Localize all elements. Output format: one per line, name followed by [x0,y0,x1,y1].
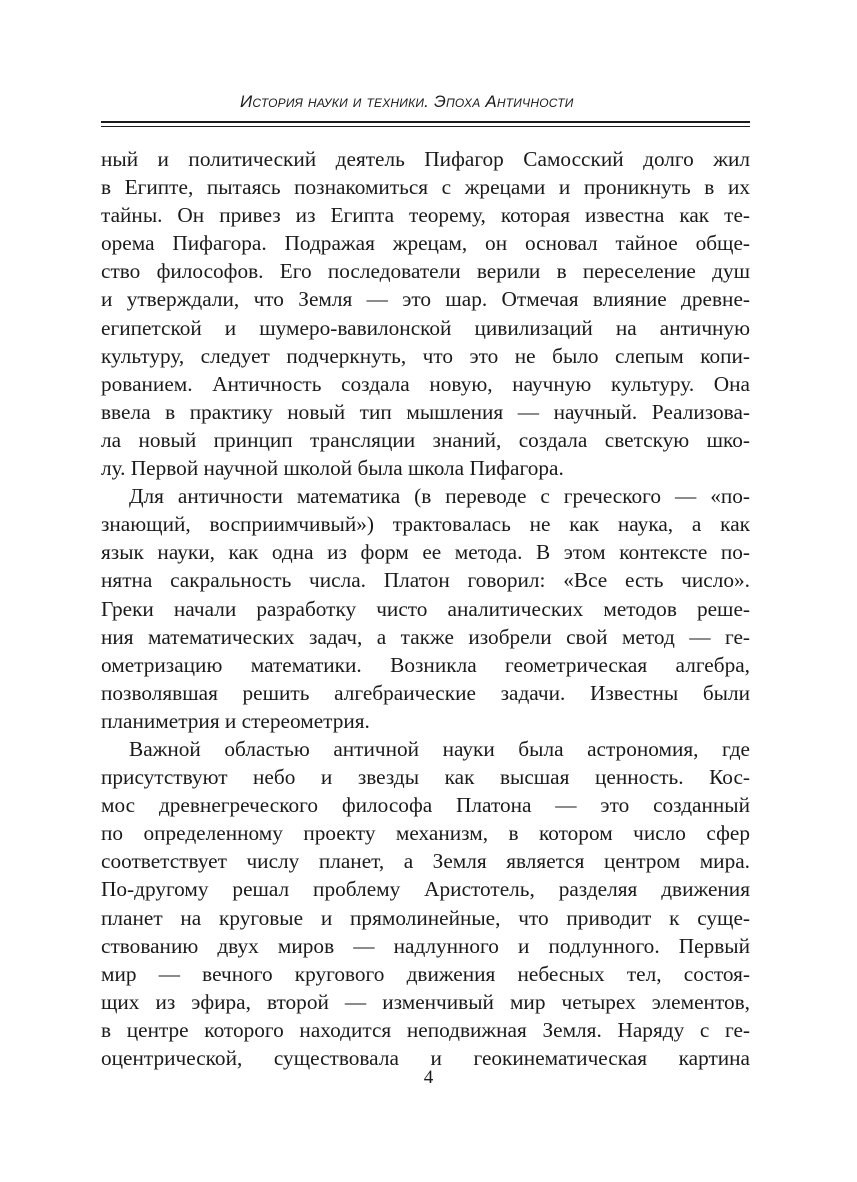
text-line: в Египте, пытаясь познакомиться с жрецами и проникнуть в их [101,175,750,200]
page-number: 4 [423,1067,434,1088]
text-line: и утверждали, что Земля — это шар. Отмечая влияние древне- [101,287,750,312]
running-header: История науки и техники. Эпоха Античности [240,92,574,111]
text-line: планиметрия и стереометрия. [101,708,370,733]
text-line: планет на круговые и прямолинейные, что приводит к суще- [101,905,750,930]
text-line: оцентрической, существовала и геокинематическая картина [101,1046,750,1070]
text-line: лу. Первой научной школой была школа Пифагора. [101,456,564,481]
text-line: мир — вечного кругового движения небесных тел, состоя- [101,961,750,986]
text-line: ния математических задач, а также изобрели свой метод — ге- [101,624,750,649]
text-line: нятна сакральность числа. Платон говорил: «Все есть число». [101,568,750,593]
text-line: знающий, восприимчивый») трактовалась не как наука, а как [101,512,750,537]
text-line: египетской и шумеро-вавилонской цивилизаций на античную [101,315,750,340]
text-line: присутствуют небо и звезды как высшая ценность. Кос- [101,765,750,790]
text-line: По-другому решал проблему Аристотель, разделяя движения [101,877,750,902]
text-line: орема Пифагора. Подражая жрецам, он основал тайное обще- [101,231,750,256]
header-rule-thick [101,121,750,123]
text-line: Важной областью античной науки была астрономия, где [129,736,750,761]
text-line: ство философов. Его последователи верили в переселение душ [101,259,750,284]
text-line: ла новый принцип трансляции знаний, создала светскую шко- [101,427,750,452]
text-line: культуру, следует подчеркнуть, что это не было слепым копи- [101,343,750,368]
text-line: рованием. Античность создала новую, научную культуру. Она [101,371,750,396]
header-rule-thin [101,126,750,127]
text-line: мос древнегреческого философа Платона — это созданный [101,793,750,818]
text-line: ометризацию математики. Возникла геометрическая алгебра, [101,652,750,677]
text-line: язык науки, как одна из форм ее метода. В этом контексте по- [101,540,750,565]
text-line: тайны. Он привез из Египта теорему, которая известна как те- [101,203,750,228]
text-line: Греки начали разработку чисто аналитических методов реше- [101,596,750,621]
text-line: ствованию двух миров — надлунного и подлунного. Первый [101,933,750,958]
text-line: ный и политический деятель Пифагор Самосский долго жил [101,147,750,171]
text-line: Для античности математика (в переводе с греческого — «по- [129,484,750,509]
text-line: соответствует числу планет, а Земля является центром мира. [101,849,750,874]
body-text [101,145,750,1072]
text-line: ввела в практику новый тип мышления — научный. Реализова- [101,399,750,424]
text-line: в центре которого находится неподвижная Земля. Наряду с ге- [101,1017,750,1042]
text-line: по определенному проекту механизм, в котором число сфер [101,821,750,846]
text-line: позволявшая решить алгебраические задачи. Известны были [101,680,750,705]
text-line: щих из эфира, второй — изменчивый мир четырех элементов, [101,989,750,1014]
